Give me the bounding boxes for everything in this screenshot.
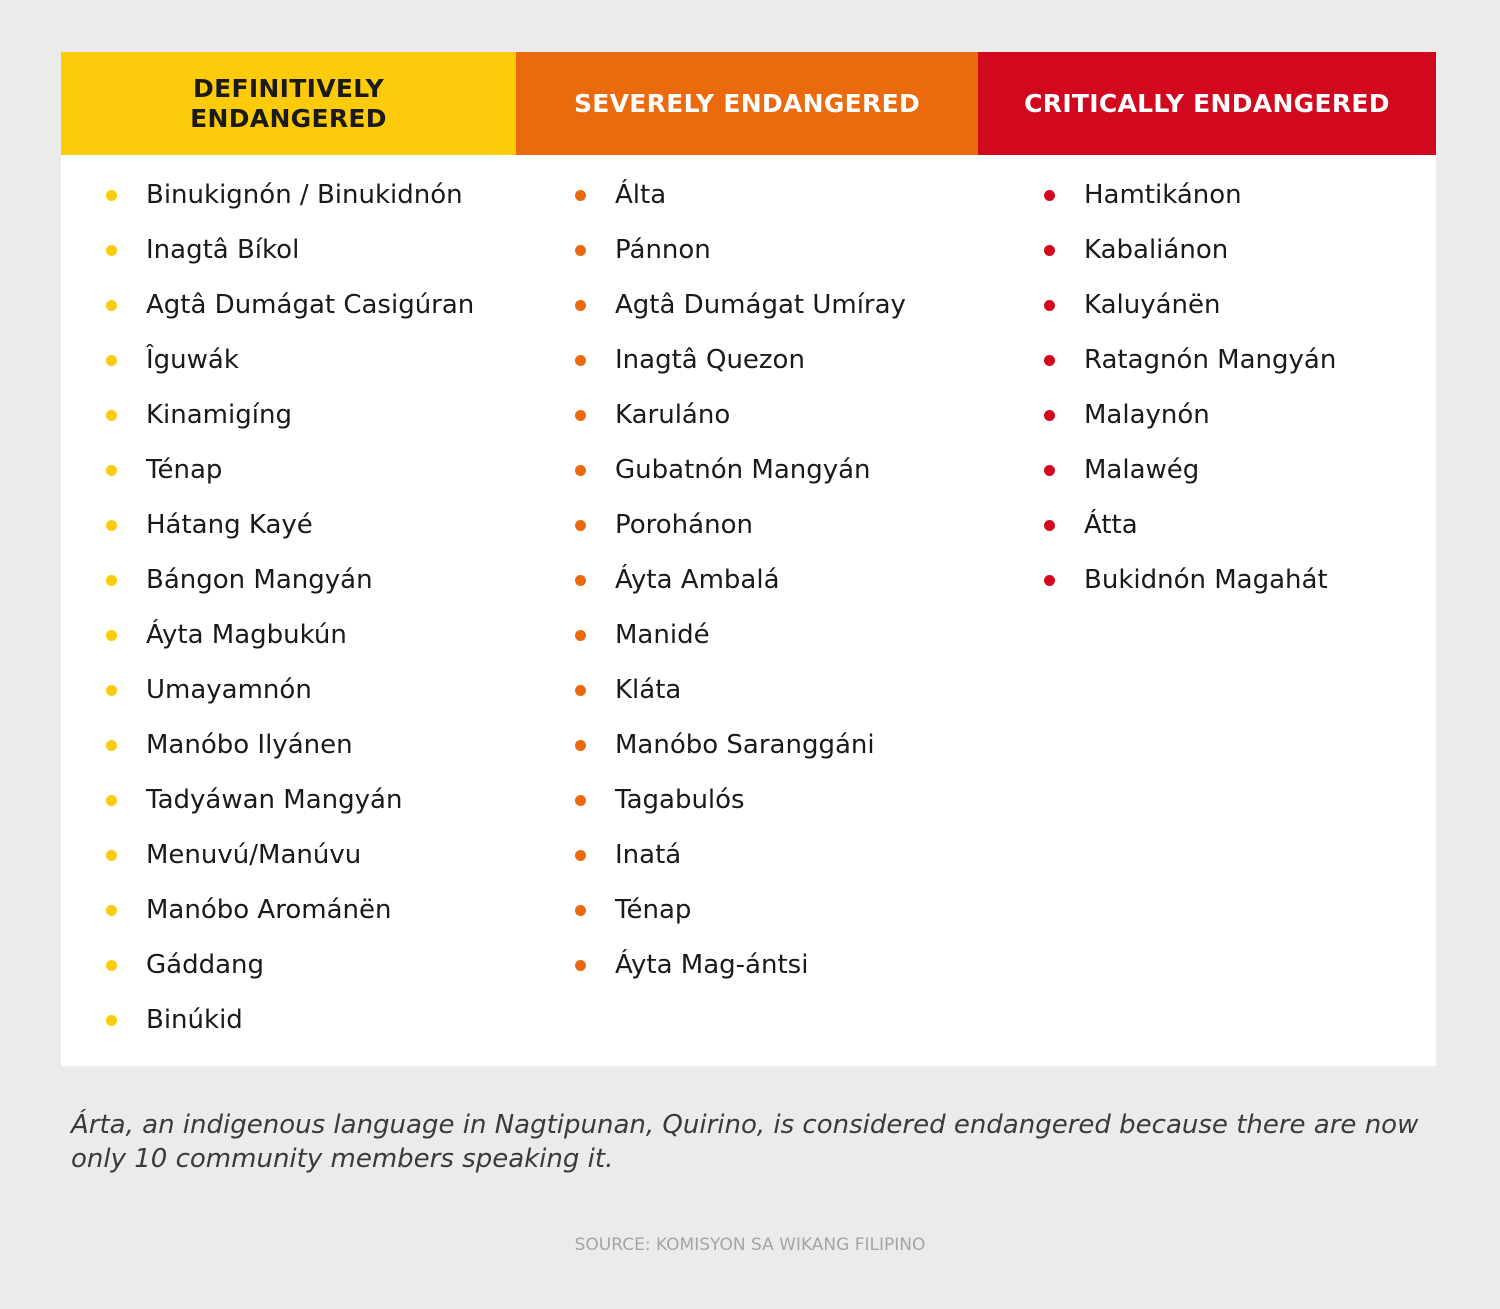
bullet-icon [575,850,586,861]
bullet-icon [1044,520,1055,531]
header-critically-endangered: CRITICALLY ENDANGERED [978,52,1436,155]
list-item [530,717,992,772]
language-name: Agtâ Dumágat Casigúran [146,290,475,320]
list-item [530,167,992,222]
bullet-icon [575,300,586,311]
language-name: Gáddang [146,950,265,980]
list-item [61,937,516,992]
language-name: Álta [615,180,667,210]
list-item [999,222,1436,277]
list-item [61,167,516,222]
bullet-icon [106,355,117,366]
bullet-icon [106,685,117,696]
bullet-icon [106,630,117,641]
language-name: Menuvú/Manúvu [146,840,362,870]
source-credit: SOURCE: KOMISYON SA WIKANG FILIPINO [574,1235,926,1255]
list-item [530,882,992,937]
list-item [999,552,1436,607]
list-item [530,332,992,387]
language-name: Áyta Magbukún [146,620,347,650]
bullet-icon [575,355,586,366]
bullet-icon [575,575,586,586]
list-item [61,607,516,662]
list-item [999,277,1436,332]
language-name: Ratagnón Mangyán [1084,345,1337,375]
language-name: Malaynón [1084,400,1210,430]
bullet-icon [575,795,586,806]
language-name: Kaluyánën [1084,290,1221,320]
language-name: Porohánon [615,510,753,540]
bullet-icon [575,740,586,751]
bullet-icon [106,960,117,971]
bullet-icon [575,520,586,531]
bullet-icon [106,300,117,311]
language-name: Ténap [146,455,223,485]
list-item [999,497,1436,552]
bullet-icon [1044,190,1055,201]
list-item [999,332,1436,387]
bullet-icon [1044,300,1055,311]
list-item [999,442,1436,497]
bullet-icon [106,575,117,586]
bullet-icon [575,630,586,641]
language-name: Inagtâ Bíkol [146,235,300,265]
list-item [530,222,992,277]
language-name: Tagabulós [615,785,745,815]
bullet-icon [106,245,117,256]
bullet-icon [1044,355,1055,366]
language-name: Kinamigíng [146,400,292,430]
language-name: Karuláno [615,400,731,430]
bullet-icon [106,850,117,861]
list-item [530,552,992,607]
language-name: Manóbo Saranggáni [615,730,875,760]
bullet-icon [1044,245,1055,256]
bullet-icon [106,410,117,421]
list-item [61,332,516,387]
language-name: Manidé [615,620,710,650]
bullet-icon [575,190,586,201]
language-name: Inatá [615,840,682,870]
list-item [530,607,992,662]
list-item [530,442,992,497]
list-item [61,552,516,607]
table-header [61,52,1436,155]
list-item [61,442,516,497]
bullet-icon [1044,465,1055,476]
bullet-icon [1044,575,1055,586]
list-item [61,387,516,442]
list-item [61,497,516,552]
list-item [61,992,516,1047]
list-item [61,662,516,717]
language-name: Tadyáwan Mangyán [146,785,403,815]
list-item [999,387,1436,442]
list-item [530,772,992,827]
list-item [61,222,516,277]
language-name: Îguwák [146,345,239,375]
bullet-icon [106,465,117,476]
list-item [999,167,1436,222]
language-name: Manóbo Ilyánen [146,730,353,760]
bullet-icon [575,245,586,256]
footnote: Árta, an indigenous language in Nagtipunan, Quirino, is considered endangered because there are now only 10 community members speaking it. [71,1110,1419,1174]
language-name: Hamtikánon [1084,180,1242,210]
language-name: Áyta Ambalá [615,565,780,595]
bullet-icon [106,740,117,751]
language-name: Bángon Mangyán [146,565,373,595]
language-name: Manóbo Arománën [146,895,392,925]
header-severely-endangered: SEVERELY ENDANGERED [516,52,978,155]
language-name: Binukignón / Binukidnón [146,180,463,210]
bullet-icon [1044,410,1055,421]
bullet-icon [106,795,117,806]
bullet-icon [575,685,586,696]
language-name: Pánnon [615,235,711,265]
endangered-languages-table [61,52,1436,1066]
language-name: Umayamnón [146,675,312,705]
bullet-icon [106,1015,117,1026]
list-item [61,277,516,332]
definitively-endangered-list [61,167,516,1047]
bullet-icon [106,905,117,916]
language-name: Malawég [1084,455,1200,485]
bullet-icon [106,520,117,531]
bullet-icon [106,190,117,201]
critically-endangered-list [999,167,1436,607]
language-name: Agtâ Dumágat Umíray [615,290,906,320]
list-item [61,717,516,772]
list-item [530,387,992,442]
list-item [61,882,516,937]
bullet-icon [575,960,586,971]
language-name: Kláta [615,675,682,705]
list-item [530,662,992,717]
language-name: Kabaliánon [1084,235,1229,265]
language-name: Binúkid [146,1005,243,1035]
list-item [530,277,992,332]
language-name: Átta [1084,510,1138,540]
language-name: Ténap [615,895,692,925]
bullet-icon [575,905,586,916]
header-definitively-endangered: DEFINITIVELY ENDANGERED [61,52,516,155]
list-item [61,827,516,882]
language-name: Gubatnón Mangyán [615,455,871,485]
bullet-icon [575,410,586,421]
list-item [530,827,992,882]
bullet-icon [575,465,586,476]
language-name: Hátang Kayé [146,510,313,540]
list-item [61,772,516,827]
severely-endangered-list [530,167,992,992]
language-name: Inagtâ Quezon [615,345,805,375]
list-item [530,937,992,992]
language-name: Áyta Mag-ántsi [615,950,809,980]
language-name: Bukidnón Magahát [1084,565,1328,595]
list-item [530,497,992,552]
